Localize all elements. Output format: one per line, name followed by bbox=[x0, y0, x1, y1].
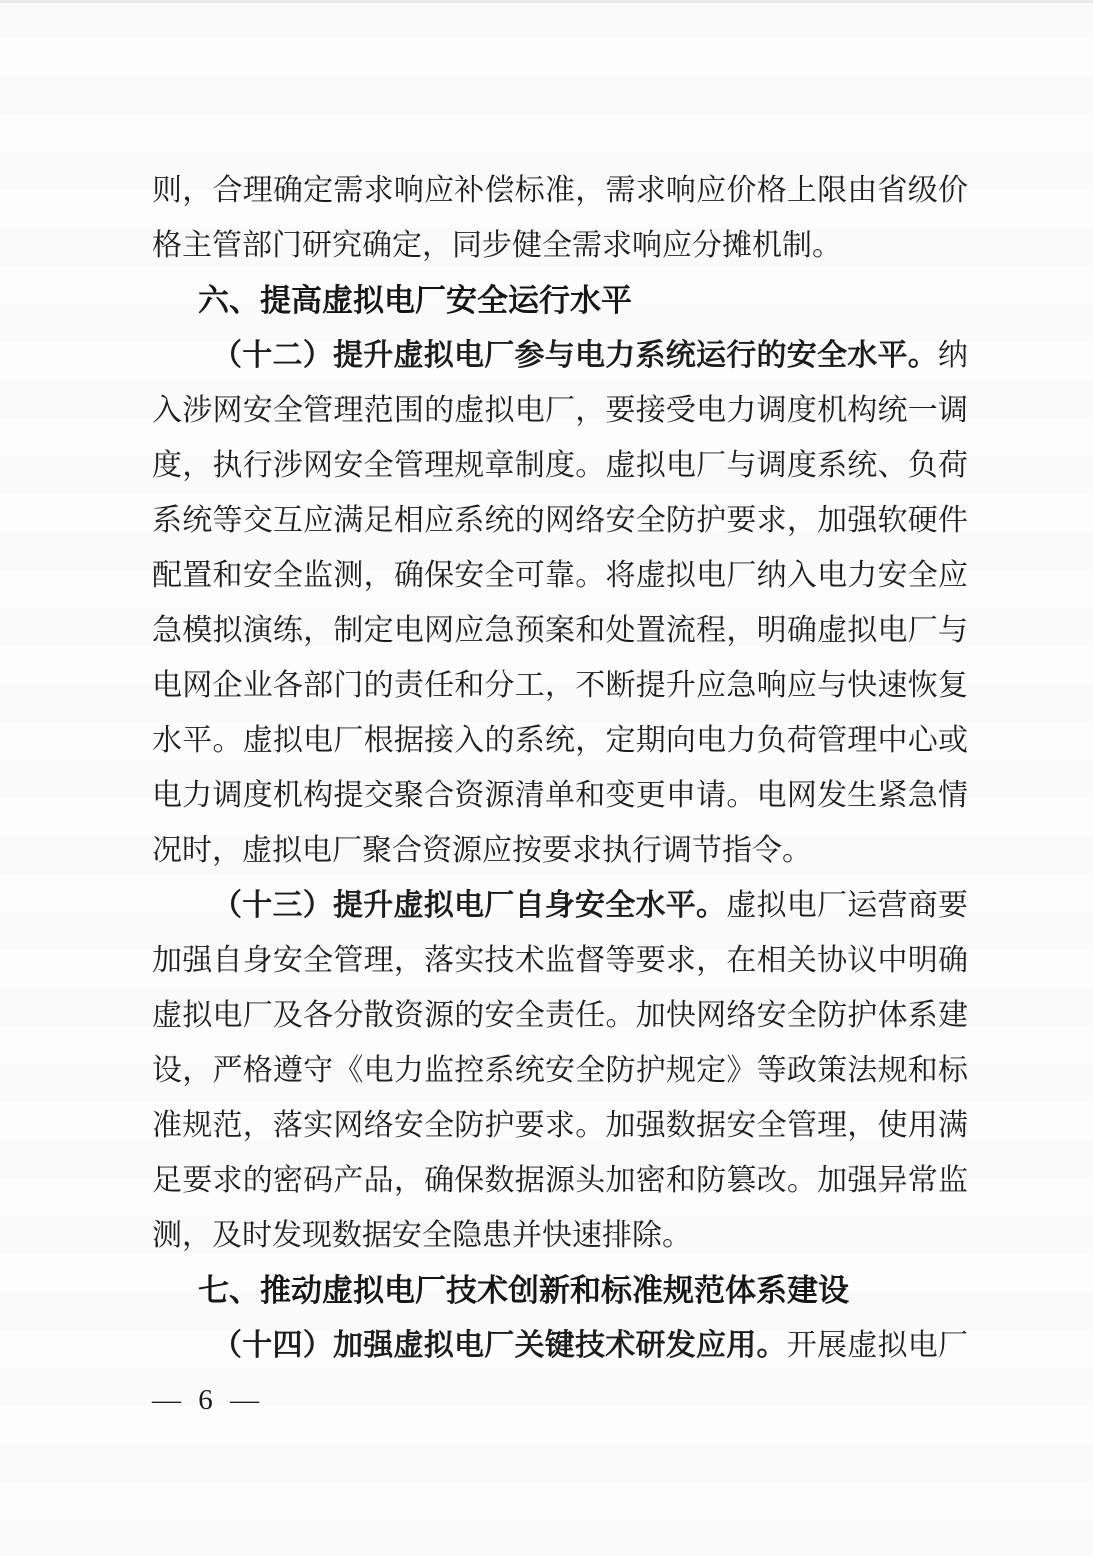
section-heading-7: 七、推动虚拟电厂技术创新和标准规范体系建设 bbox=[198, 1273, 849, 1308]
body-line: 则，合理确定需求响应补偿标准，需求响应价格上限由省级价 bbox=[152, 174, 968, 207]
paragraph-line-14 bbox=[152, 1318, 968, 1373]
section-heading-6: 六、提高虚拟电厂安全运行水平 bbox=[198, 283, 632, 318]
body-line: 虚拟电厂及各分散资源的安全责任。加快网络安全防护体系建 bbox=[152, 999, 968, 1032]
body-line: 入涉网安全管理范围的虚拟电厂，要接受电力调度机构统一调 bbox=[152, 394, 968, 427]
body-line: 设，严格遵守《电力监控系统安全防护规定》等政策法规和标 bbox=[152, 1054, 968, 1087]
body-line: 系统等交互应满足相应系统的网络安全防护要求，加强软硬件 bbox=[152, 504, 968, 537]
body-text: 开展虚拟电厂 bbox=[786, 1329, 968, 1362]
page-number: — 6 — bbox=[152, 1384, 259, 1416]
body-line: 格主管部门研究确定，同步健全需求响应分摊机制。 bbox=[152, 229, 842, 262]
body-line: 测，及时发现数据安全隐患并快速排除。 bbox=[152, 1219, 692, 1252]
paragraph-line-12 bbox=[152, 328, 968, 383]
body-line: 准规范，落实网络安全防护要求。加强数据安全管理，使用满 bbox=[152, 1109, 968, 1142]
body-text: 纳 bbox=[938, 339, 968, 372]
body-line: 电力调度机构提交聚合资源清单和变更申请。电网发生紧急情 bbox=[152, 779, 968, 812]
body-line: 况时，虚拟电厂聚合资源应按要求执行调节指令。 bbox=[152, 834, 812, 867]
body-line: 配置和安全监测，确保安全可靠。将虚拟电厂纳入电力安全应 bbox=[152, 559, 968, 592]
paragraph-line-13 bbox=[152, 878, 968, 933]
body-line: 急模拟演练，制定电网应急预案和处置流程，明确虚拟电厂与 bbox=[152, 614, 968, 647]
body-line: 电网企业各部门的责任和分工，不断提升应急响应与快速恢复 bbox=[152, 669, 968, 702]
body-text: 虚拟电厂运营商要 bbox=[726, 889, 968, 922]
paragraph-lead: （十二）提升虚拟电厂参与电力系统运行的安全水平。 bbox=[212, 339, 938, 372]
body-line: 足要求的密码产品，确保数据源头加密和防篡改。加强异常监 bbox=[152, 1164, 968, 1197]
body-line: 水平。虚拟电厂根据接入的系统，定期向电力负荷管理中心或 bbox=[152, 724, 968, 757]
paragraph-lead: （十四）加强虚拟电厂关键技术研发应用。 bbox=[212, 1329, 787, 1362]
body-line: 度，执行涉网安全管理规章制度。虚拟电厂与调度系统、负荷 bbox=[152, 449, 968, 482]
text-block bbox=[152, 163, 968, 1373]
paragraph-lead: （十三）提升虚拟电厂自身安全水平。 bbox=[212, 889, 727, 922]
body-line: 加强自身安全管理，落实技术监督等要求，在相关协议中明确 bbox=[152, 944, 968, 977]
